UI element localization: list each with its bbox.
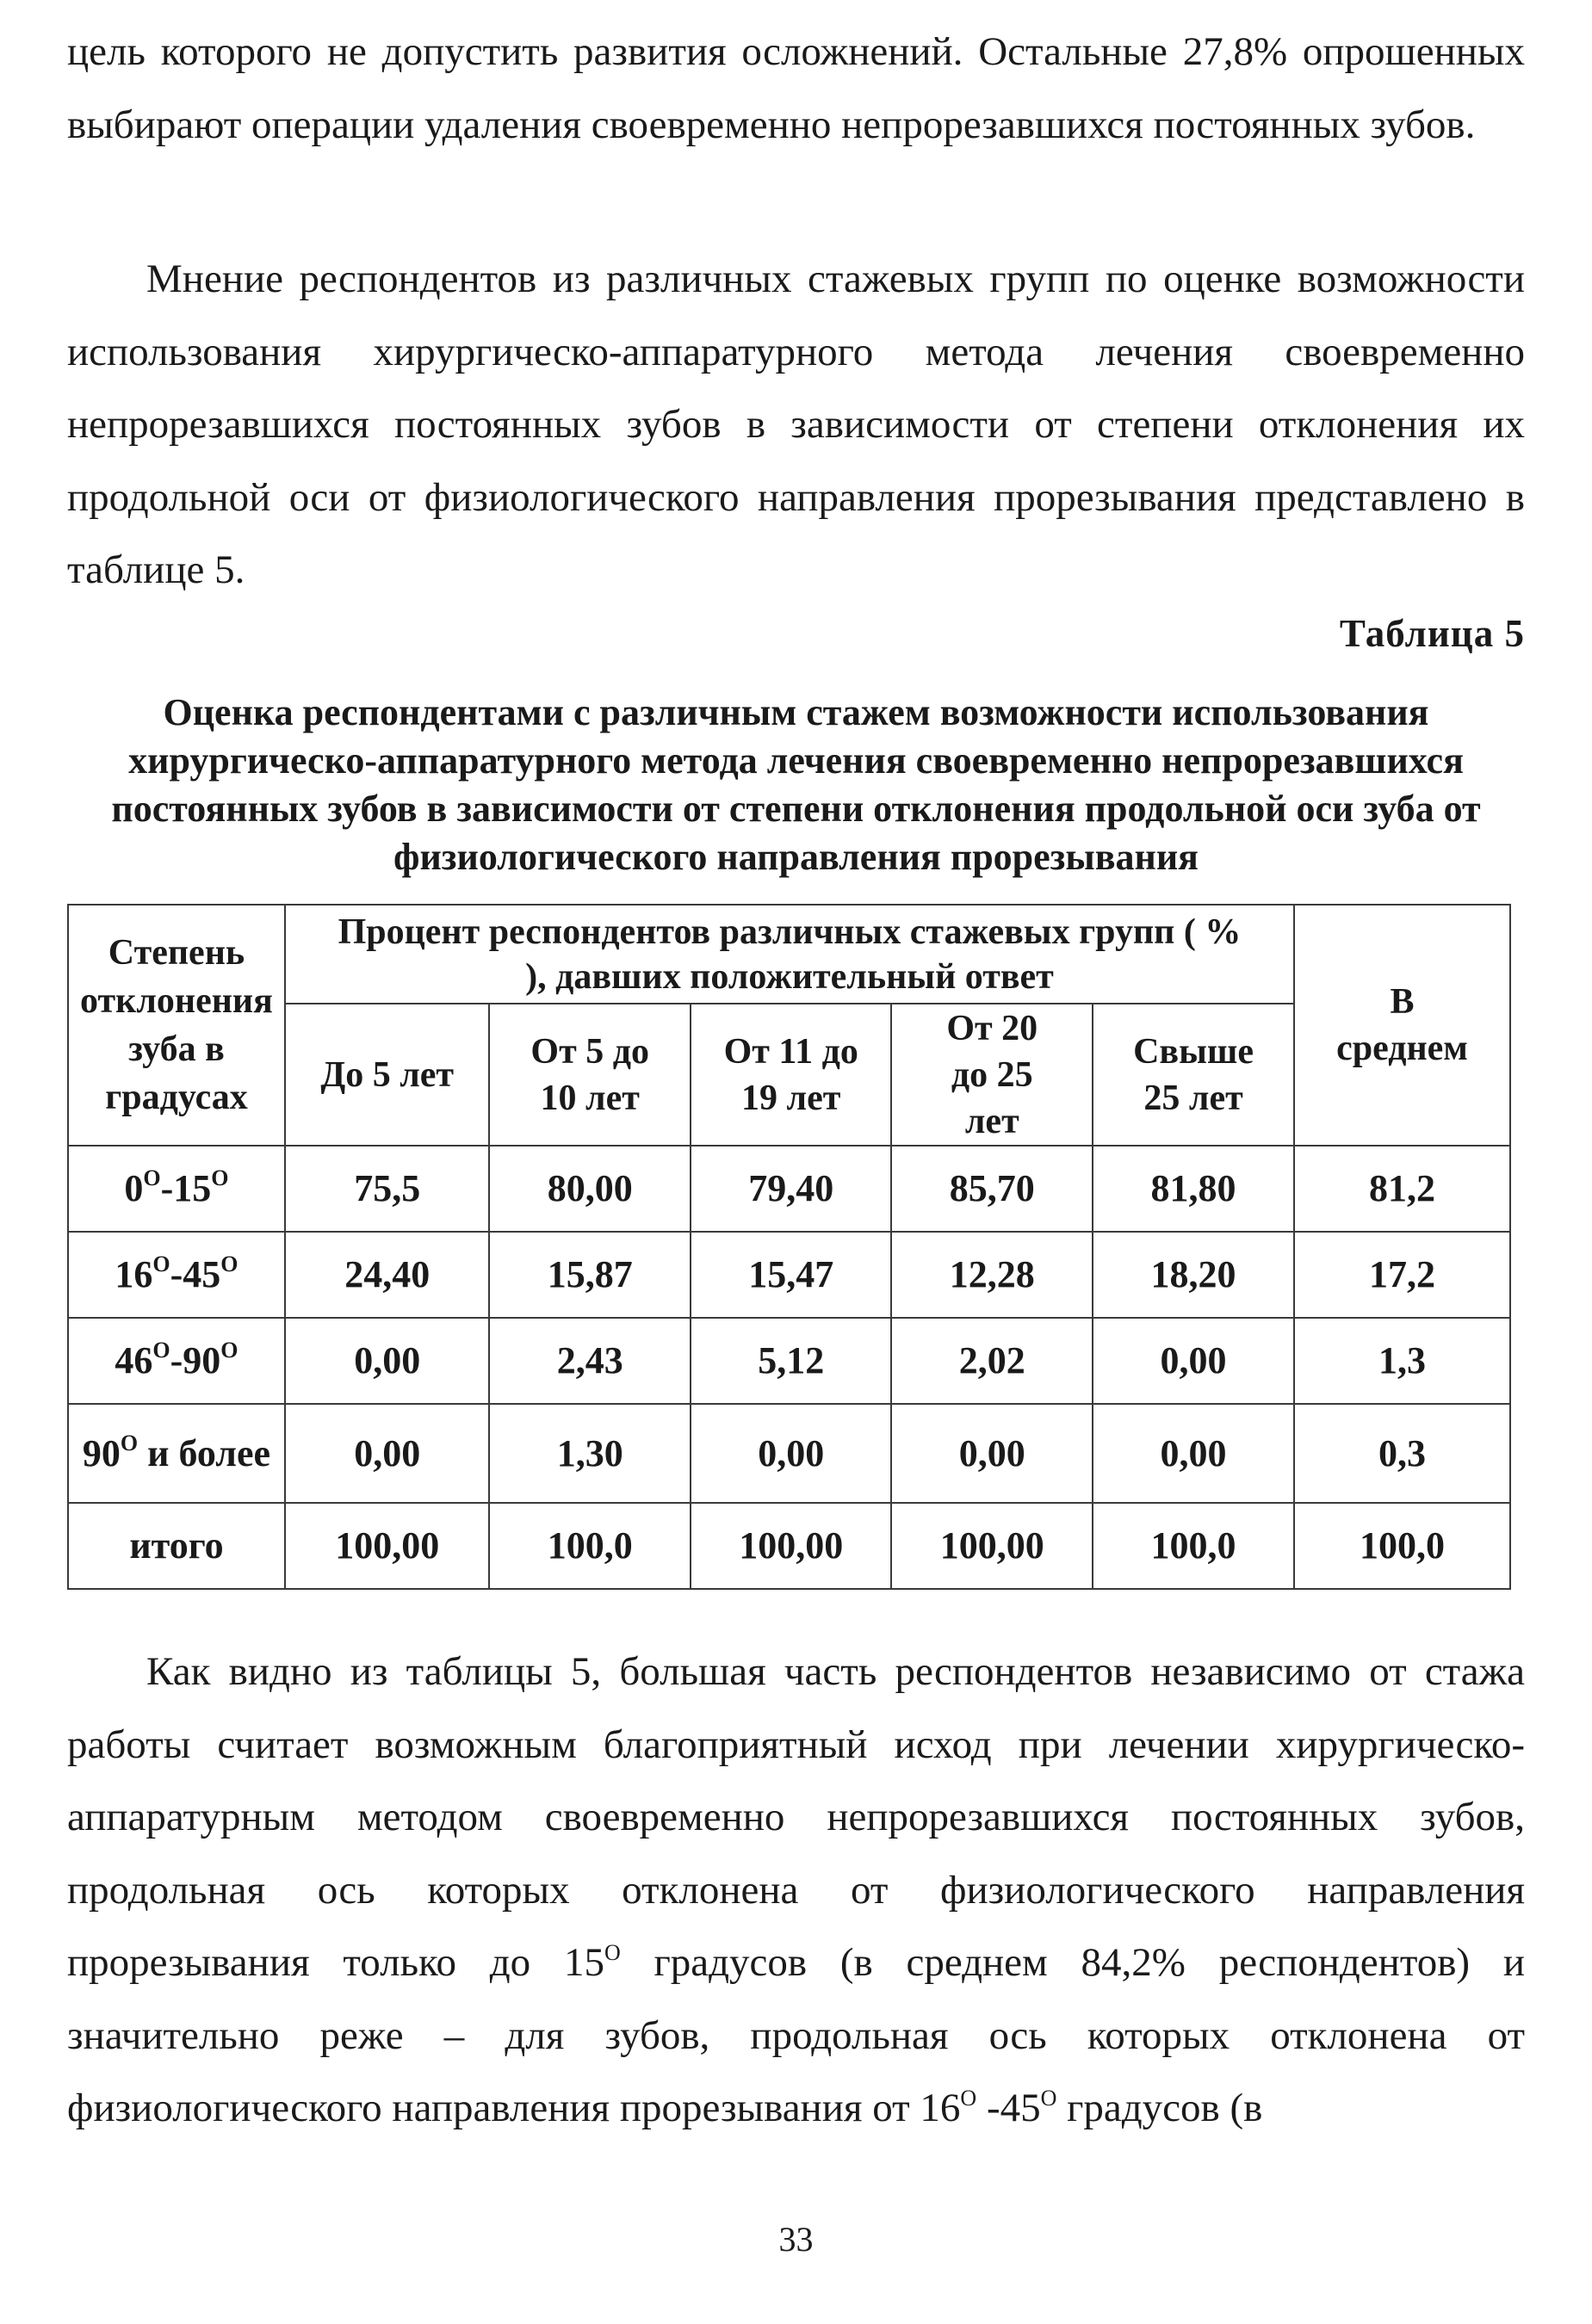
total-value: 100,00 [891, 1503, 1093, 1589]
degree-cell: $16^О-45^О$ [68, 1232, 285, 1318]
value-cell: 5,12 [691, 1318, 892, 1404]
total-average: 100,0 [1294, 1503, 1510, 1589]
total-value: 100,00 [691, 1503, 892, 1589]
value-cell: 80,00 [489, 1146, 690, 1232]
value-cell: 1,30 [489, 1404, 690, 1503]
average-cell: 17,2 [1294, 1232, 1510, 1318]
value-cell: 0,00 [285, 1404, 490, 1503]
average-cell: 81,2 [1294, 1146, 1510, 1232]
value-cell: 18,20 [1093, 1232, 1294, 1318]
total-value: 100,00 [285, 1503, 490, 1589]
subheader-experience: От 20 до 25 лет [891, 1004, 1093, 1146]
value-cell: 0,00 [1093, 1318, 1294, 1404]
value-cell: 79,40 [691, 1146, 892, 1232]
table-row-total [68, 1503, 1510, 1589]
header-average: В среднем [1294, 905, 1510, 1146]
value-cell: 0,00 [285, 1318, 490, 1404]
table-row [68, 1404, 1510, 1503]
degree-cell: $90^О$ и более [68, 1404, 285, 1503]
value-cell: 0,00 [691, 1404, 892, 1503]
value-cell: 85,70 [891, 1146, 1093, 1232]
value-cell: 0,00 [891, 1404, 1093, 1503]
value-cell: 15,87 [489, 1232, 690, 1318]
value-cell: 75,5 [285, 1146, 490, 1232]
subheader-experience: От 11 до 19 лет [691, 1004, 892, 1146]
total-value: 100,0 [489, 1503, 690, 1589]
subheader-experience: От 5 до 10 лет [489, 1004, 690, 1146]
paragraph-analysis: Как видно из таблицы 5, большая часть респондентов независимо от стажа работы считает возможным благоприятный исход при лечении хирургическо-аппаратурным методом своевременно непрорезавшихся постоянных зубов, продольная ось которых отклонена от физиологического направления прорезывания только до $15^О$ градусов (в среднем 84,2% респондентов) и значительно реже – для зубов, продольная ось которых отклонена от физиологического направления прорезывания от $16^О$ $-45^О$ градусов (в [67, 1649, 1525, 2130]
degree-cell: $0^О-15^О$ [68, 1146, 285, 1232]
value-cell: 2,02 [891, 1318, 1093, 1404]
value-cell: 2,43 [489, 1318, 690, 1404]
header-group: Процент респондентов различных стажевых групп ( % ), давших положительный ответ [285, 905, 1294, 1004]
table-row [68, 1318, 1510, 1404]
table-row [68, 1232, 1510, 1318]
subheader-experience: До 5 лет [285, 1004, 490, 1146]
total-label: итого [68, 1503, 285, 1589]
page-number: 33 [778, 2220, 814, 2259]
value-cell: 15,47 [691, 1232, 892, 1318]
paragraph-table-reference: Мнение респондентов из различных стажевых групп по оценке возможности использования хирургическо-аппаратурного метода лечения своевременно непрорезавшихся постоянных зубов в зависимости от степени отклонения их продольной оси от физиологического направления прорезывания представлено в таблице 5. [67, 257, 1525, 592]
value-cell: 12,28 [891, 1232, 1093, 1318]
table-row [68, 1146, 1510, 1232]
value-cell: 0,00 [1093, 1404, 1294, 1503]
header-degree: Степень отклонения зуба в градусах [68, 905, 285, 1146]
total-value: 100,0 [1093, 1503, 1294, 1589]
table-label: Таблица 5 [1339, 612, 1525, 655]
value-cell: 81,80 [1093, 1146, 1294, 1232]
average-cell: 0,3 [1294, 1404, 1510, 1503]
results-table [67, 904, 1511, 1590]
value-cell: 24,40 [285, 1232, 490, 1318]
paragraph-intro: цель которого не допустить развития осложнений. Остальные 27,8% опрошенных выбирают операции удаления своевременно непрорезавшихся постоянных зубов. [67, 29, 1525, 147]
subheader-experience: Свыше 25 лет [1093, 1004, 1294, 1146]
table-caption: Оценка респондентами с различным стажем возможности использования хирургическо-аппаратурного метода лечения своевременно непрорезавшихся постоянных зубов в зависимости от степени отклонения продольной оси зуба от физиологического направления прорезывания [111, 691, 1481, 878]
degree-cell: $46^О-90^О$ [68, 1318, 285, 1404]
average-cell: 1,3 [1294, 1318, 1510, 1404]
